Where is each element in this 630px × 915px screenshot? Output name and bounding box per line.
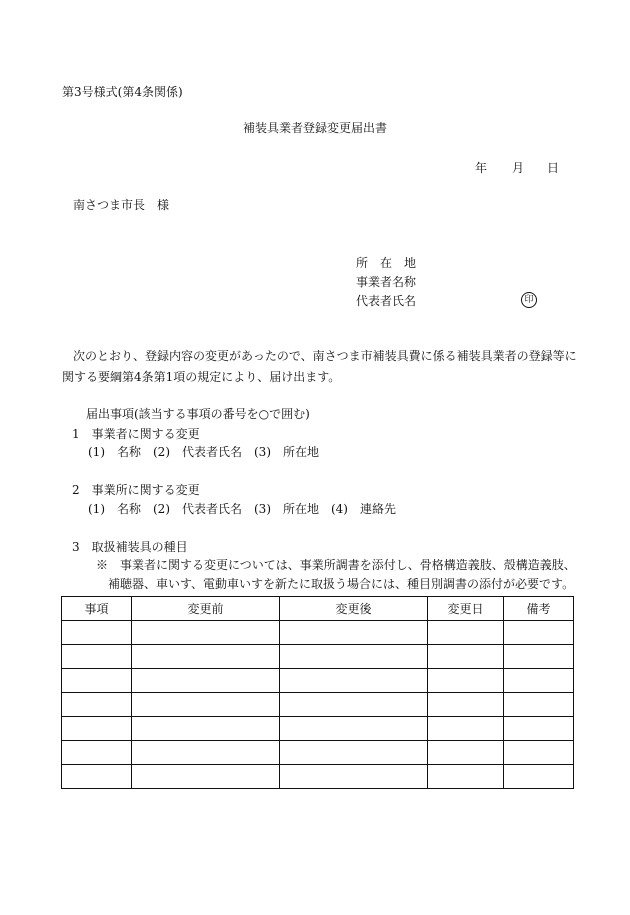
applicant-address-label: 所 在 地: [356, 256, 417, 270]
note-line-2: 補聴器、車いす、電動車いすを新たに取扱う場合には、種目別調書の添付が必要です。: [108, 577, 575, 591]
cell-remarks[interactable]: [504, 645, 574, 669]
header-date: 変更日: [428, 597, 504, 621]
cell-before[interactable]: [132, 717, 280, 741]
applicant-business-name-label: 事業者名称: [356, 275, 417, 289]
cell-remarks[interactable]: [504, 693, 574, 717]
addressee: 南さつま市長 様: [73, 198, 170, 212]
section-2-title: 2 事業所に関する変更: [72, 483, 200, 497]
table-row: [62, 669, 574, 693]
date-day-label: 日: [547, 161, 560, 175]
cell-after[interactable]: [280, 693, 428, 717]
cell-item[interactable]: [62, 669, 132, 693]
cell-before[interactable]: [132, 693, 280, 717]
header-item: 事項: [62, 597, 132, 621]
section-3-title: 3 取扱補装具の種目: [72, 540, 188, 554]
cell-remarks[interactable]: [504, 765, 574, 789]
cell-before[interactable]: [132, 621, 280, 645]
cell-item[interactable]: [62, 621, 132, 645]
section-1-options: (1) 名称 (2) 代表者氏名 (3) 所在地: [88, 445, 319, 459]
table-row: [62, 717, 574, 741]
cell-date[interactable]: [428, 693, 504, 717]
cell-remarks[interactable]: [504, 741, 574, 765]
cell-after[interactable]: [280, 741, 428, 765]
document-title: 補装具業者登録変更届出書: [242, 121, 387, 135]
cell-date[interactable]: [428, 621, 504, 645]
seal-mark: 印: [521, 292, 537, 308]
cell-after[interactable]: [280, 669, 428, 693]
cell-item[interactable]: [62, 741, 132, 765]
date-year-label: 年: [475, 161, 488, 175]
cell-item[interactable]: [62, 765, 132, 789]
date-month-label: 月: [512, 161, 525, 175]
section-1-title: 1 事業者に関する変更: [72, 427, 200, 441]
cell-remarks[interactable]: [504, 717, 574, 741]
note-line-1: ※ 事業者に関する変更については、事業所調書を添付し、骨格構造義肢、殻構造義肢、: [96, 558, 576, 572]
table-row: [62, 765, 574, 789]
table-row: [62, 693, 574, 717]
cell-after[interactable]: [280, 717, 428, 741]
table-row: [62, 621, 574, 645]
cell-date[interactable]: [428, 645, 504, 669]
cell-date[interactable]: [428, 765, 504, 789]
cell-date[interactable]: [428, 669, 504, 693]
cell-date[interactable]: [428, 717, 504, 741]
applicant-representative-label: 代表者氏名: [356, 294, 417, 308]
items-heading: 届出事項(該当する事項の番号を○で囲む): [86, 407, 310, 421]
body-text-line-1: 次のとおり、登録内容の変更があったので、南さつま市補装具費に係る補装具業者の登録等に: [73, 349, 577, 363]
table-row: [62, 741, 574, 765]
table-row: [62, 645, 574, 669]
section-2-options: (1) 名称 (2) 代表者氏名 (3) 所在地 (4) 連絡先: [88, 502, 396, 516]
cell-item[interactable]: [62, 645, 132, 669]
cell-remarks[interactable]: [504, 669, 574, 693]
cell-item[interactable]: [62, 693, 132, 717]
cell-before[interactable]: [132, 669, 280, 693]
table-header-row: [62, 597, 574, 621]
cell-item[interactable]: [62, 717, 132, 741]
cell-before[interactable]: [132, 765, 280, 789]
body-text-line-2: 関する要綱第4条第1項の規定により、届け出ます。: [62, 370, 341, 384]
cell-after[interactable]: [280, 645, 428, 669]
cell-date[interactable]: [428, 741, 504, 765]
cell-after[interactable]: [280, 621, 428, 645]
header-remarks: 備考: [504, 597, 574, 621]
cell-before[interactable]: [132, 645, 280, 669]
header-after: 変更後: [280, 597, 428, 621]
change-table: [61, 596, 574, 789]
cell-after[interactable]: [280, 765, 428, 789]
form-number: 第3号様式(第4条関係): [62, 85, 183, 99]
header-before: 変更前: [132, 597, 280, 621]
cell-remarks[interactable]: [504, 621, 574, 645]
cell-before[interactable]: [132, 741, 280, 765]
